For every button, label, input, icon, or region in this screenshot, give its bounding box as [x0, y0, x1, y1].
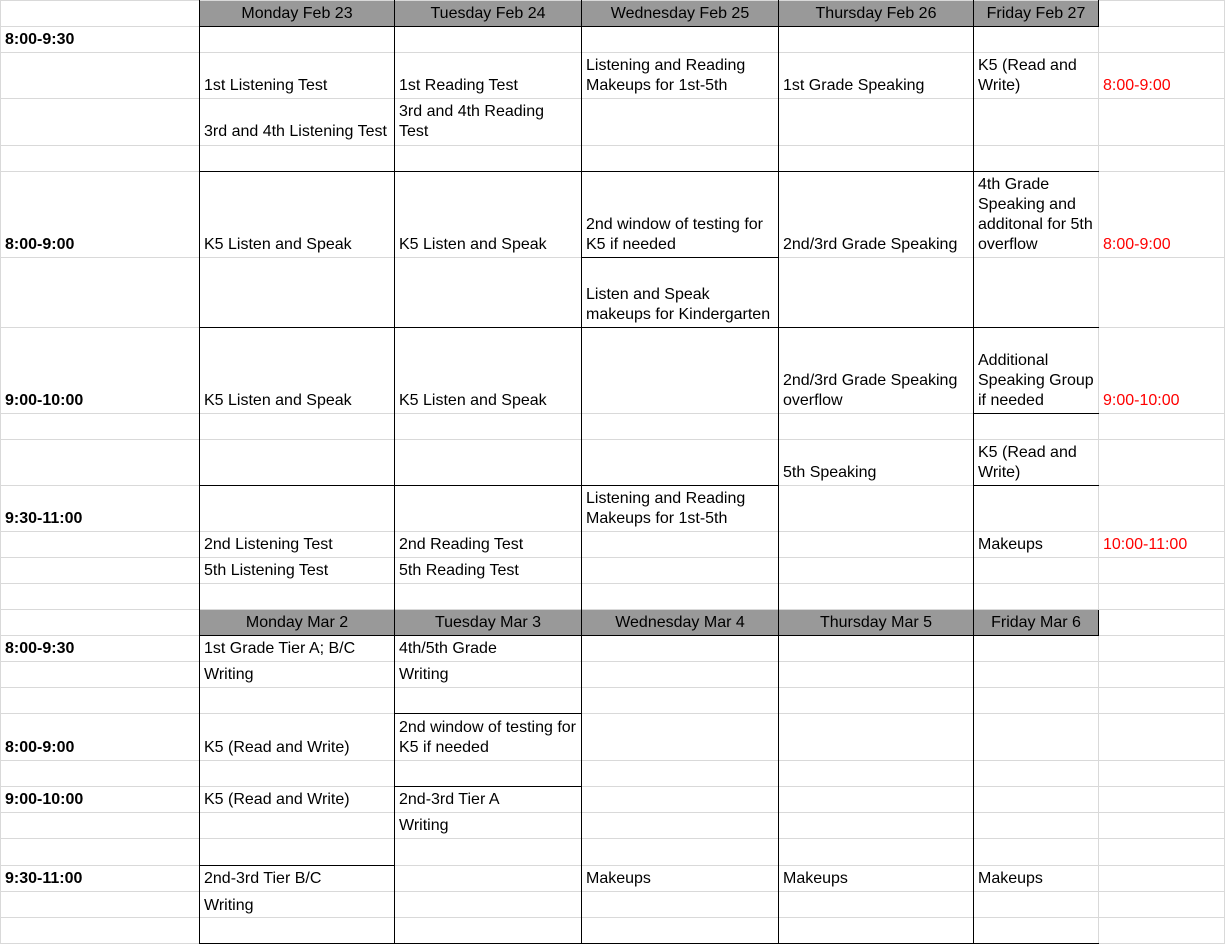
time-note: 10:00-11:00 — [1103, 536, 1188, 553]
schedule-cell: Makeups — [586, 870, 651, 887]
time-slot: 8:00-9:30 — [5, 31, 75, 48]
header-day-1 — [200, 1, 394, 26]
time-note: 9:00-10:00 — [1103, 392, 1180, 409]
schedule-cell: 4th/5th Grade — [399, 640, 497, 657]
header-label: Friday Feb 27 — [986, 4, 1086, 22]
schedule-cell: Makeups — [783, 870, 848, 887]
schedule-cell: 4th Grade Speaking and additonal for 5th overflow — [978, 176, 1093, 253]
time-note: 8:00-9:00 — [1103, 236, 1171, 253]
header-label: Tuesday Feb 24 — [430, 4, 546, 22]
schedule-cell: Writing — [204, 897, 254, 914]
schedule-cell: 1st Listening Test — [204, 77, 328, 94]
schedule-cell: 2nd/3rd Grade Speaking overflow — [783, 372, 958, 409]
schedule-cell: 2nd-3rd Tier B/C — [204, 870, 322, 887]
header-label: Wednesday Mar 4 — [615, 613, 745, 631]
time-slot: 8:00-9:00 — [5, 739, 75, 756]
schedule-cell: Writing — [399, 666, 449, 683]
schedule-cell: K5 Listen and Speak — [204, 392, 352, 409]
schedule-cell: Writing — [399, 817, 449, 834]
schedule-cell: 5th Listening Test — [204, 562, 329, 579]
header-label: Monday Feb 23 — [241, 4, 353, 22]
time-slot: 9:30-11:00 — [5, 510, 83, 527]
schedule-cell: 1st Grade Speaking — [783, 77, 925, 94]
schedule-cell: 5th Reading Test — [399, 562, 519, 579]
schedule-cell: Additional Speaking Group if needed — [978, 352, 1094, 409]
time-slot: 8:00-9:30 — [5, 640, 75, 657]
schedule-cell: 2nd Listening Test — [204, 536, 333, 553]
header-day-8 — [582, 610, 778, 635]
header-label: Friday Mar 6 — [991, 613, 1081, 631]
schedule-cell: 1st Reading Test — [399, 77, 518, 94]
time-slot: 9:30-11:00 — [5, 870, 83, 887]
schedule-cell: 2nd Reading Test — [399, 536, 524, 553]
header-label: Monday Mar 2 — [245, 613, 349, 631]
schedule-cell: 2nd-3rd Tier A — [399, 791, 500, 808]
header-label: Tuesday Mar 3 — [434, 613, 542, 631]
schedule-cell: 3rd and 4th Reading Test — [399, 103, 544, 140]
schedule-cell: 2nd window of testing for K5 if needed — [399, 719, 576, 756]
header-day-9 — [779, 610, 973, 635]
time-slot: 9:00-10:00 — [5, 791, 84, 808]
schedule-cell: Makeups — [978, 536, 1043, 553]
header-day-5 — [974, 1, 1098, 26]
schedule-cell: Makeups — [978, 870, 1043, 887]
schedule-cell: K5 (Read and Write) — [978, 444, 1077, 481]
schedule-cell: K5 Listen and Speak — [204, 236, 352, 253]
header-day-3 — [582, 1, 778, 26]
schedule-cell: Listening and Reading Makeups for 1st-5th — [586, 57, 746, 94]
schedule-cell: 1st Grade Tier A; B/C — [204, 640, 356, 657]
schedule-cell: K5 Listen and Speak — [399, 236, 547, 253]
schedule-cell: Listen and Speak makeups for Kindergarten — [586, 286, 771, 323]
schedule-cell: K5 (Read and Write) — [978, 57, 1077, 94]
schedule-cell: 5th Speaking — [783, 464, 877, 481]
header-day-2 — [395, 1, 581, 26]
time-slot: 9:00-10:00 — [5, 392, 84, 409]
schedule-cell: K5 (Read and Write) — [204, 791, 350, 808]
header-label: Wednesday Feb 25 — [610, 4, 750, 22]
header-label: Thursday Feb 26 — [815, 4, 937, 22]
time-slot: 8:00-9:00 — [5, 236, 75, 253]
header-day-10 — [974, 610, 1098, 635]
schedule-cell: 2nd window of testing for K5 if needed — [586, 216, 763, 253]
schedule-cell: 3rd and 4th Listening Test — [204, 123, 387, 140]
header-day-6 — [200, 610, 394, 635]
schedule-cell: Writing — [204, 666, 254, 683]
schedule-cell: 2nd/3rd Grade Speaking — [783, 236, 958, 253]
schedule-cell: K5 (Read and Write) — [204, 739, 350, 756]
header-day-4 — [779, 1, 973, 26]
schedule-cell: K5 Listen and Speak — [399, 392, 547, 409]
time-note: 8:00-9:00 — [1103, 77, 1171, 94]
header-day-7 — [395, 610, 581, 635]
header-label: Thursday Mar 5 — [819, 613, 933, 631]
schedule-cell: Listening and Reading Makeups for 1st-5th — [586, 490, 746, 527]
